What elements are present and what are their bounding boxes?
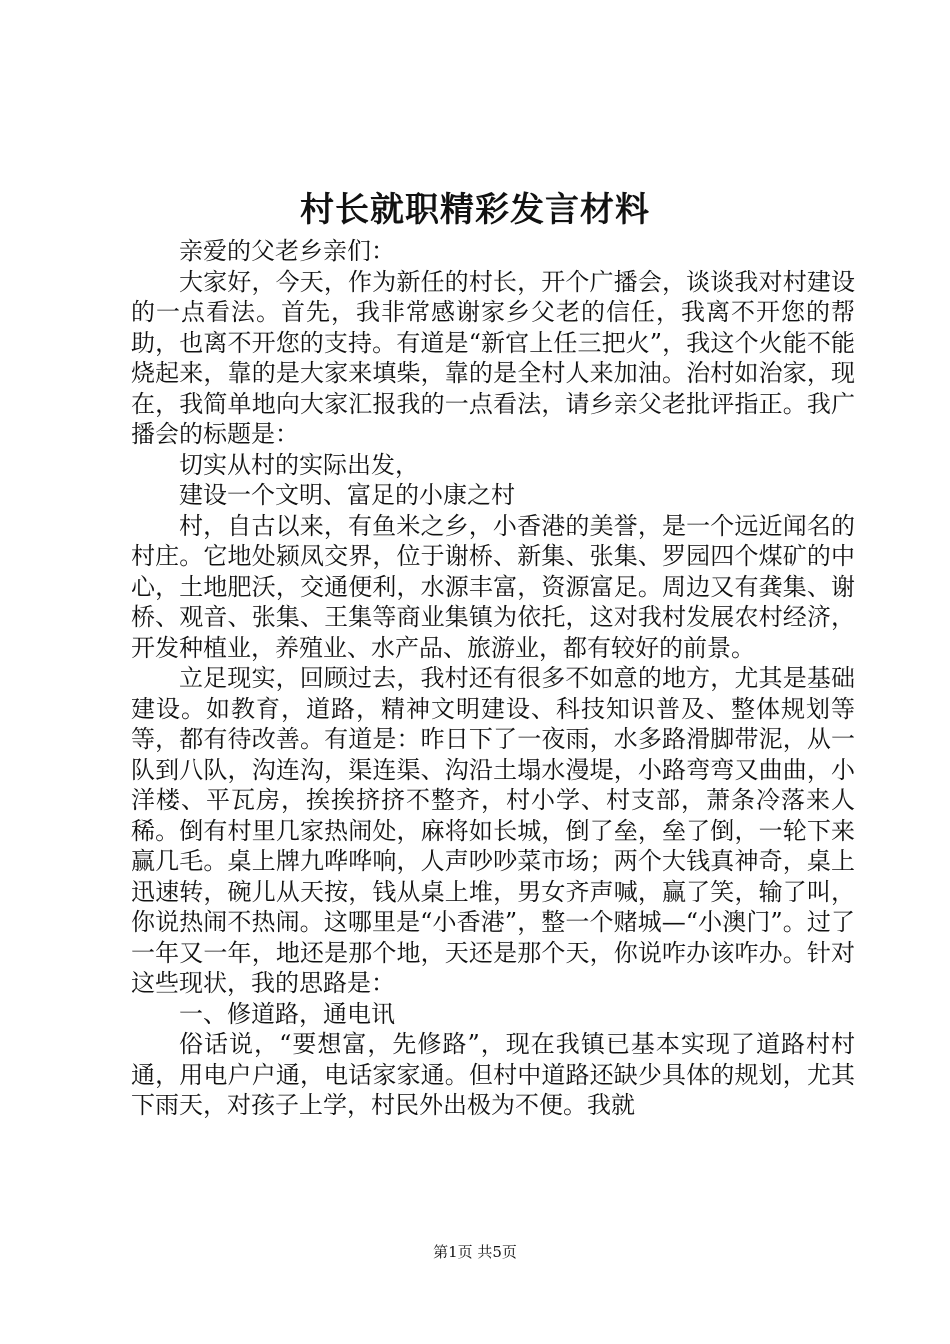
document-title: 村长就职精彩发言材料 — [300, 190, 650, 230]
page-footer: 第1页 共5页 — [433, 1243, 517, 1261]
paragraph-current-situation: 立足现实，回顾过去，我村还有很多不如意的地方，尤其是基础建设。如教育，道路，精神文明建设、科技知识普及、整体规划等等，都有待改善。有道是：昨日下了一夜雨，水多路滑脚带泥，从一队到八队，沟连沟，渠连渠、沟沿土塌水漫堤，小路弯弯又曲曲，小洋楼、平瓦房，挨挨挤挤不整齐，村小学、村支部，萧条冷落来人稀。倒有村里几家热闹处，麻将如长城，倒了垒，垒了倒，一轮下来赢几毛。桌上牌九哗哗响，人声吵吵菜市场；两个大钱真神奇，桌上迅速转，碗儿从天按，钱从桌上堆，男女齐声喊，赢了笑，输了叫，你说热闹不热闹。这哪里是“小香港”，整一个赌城—“小澳门”。过了一年又一年，地还是那个地，天还是那个天，你说咋办该咋办。针对这些现状，我的思路是： — [131, 664, 855, 997]
paragraph-intro: 大家好，今天，作为新任的村长，开个广播会，谈谈我对村建设的一点看法。首先，我非常感谢家乡父老的信任，我离不开您的帮助，也离不开您的支持。有道是“新官上任三把火”，我这个火能不能烧起来，靠的是大家来填柴，靠的是全村人来加油。治村如治家，现在，我简单地向大家汇报我的一点看法，请乡亲父老批评指正。我广播会的标题是： — [131, 267, 855, 448]
paragraph-section-1-heading: 一、修道路，通电讯 — [179, 999, 395, 1028]
paragraph-heading-line-2: 建设一个文明、富足的小康之村 — [179, 481, 515, 509]
document-body — [131, 236, 855, 1121]
paragraph-greeting: 亲爱的父老乡亲们： — [179, 237, 395, 265]
paragraph-section-1-body: 俗话说，“要想富，先修路”，现在我镇已基本实现了道路村村通，用电户户通，电话家家通。但村中道路还缺少具体的规划，尤其下雨天，对孩子上学，村民外出极为不便。我就 — [131, 1030, 855, 1119]
paragraph-village-overview: 村，自古以来，有鱼米之乡，小香港的美誉，是一个远近闻名的村庄。它地处颍凤交界，位于谢桥、新集、张集、罗园四个煤矿的中心，土地肥沃，交通便利，水源丰富，资源富足。周边又有龚集、谢桥、观音、张集、王集等商业集镇为依托，这对我村发展农村经济，开发种植业，养殖业、水产品、旅游业，都有较好的前景。 — [131, 511, 855, 662]
paragraph-heading-line-1: 切实从村的实际出发， — [179, 450, 419, 479]
